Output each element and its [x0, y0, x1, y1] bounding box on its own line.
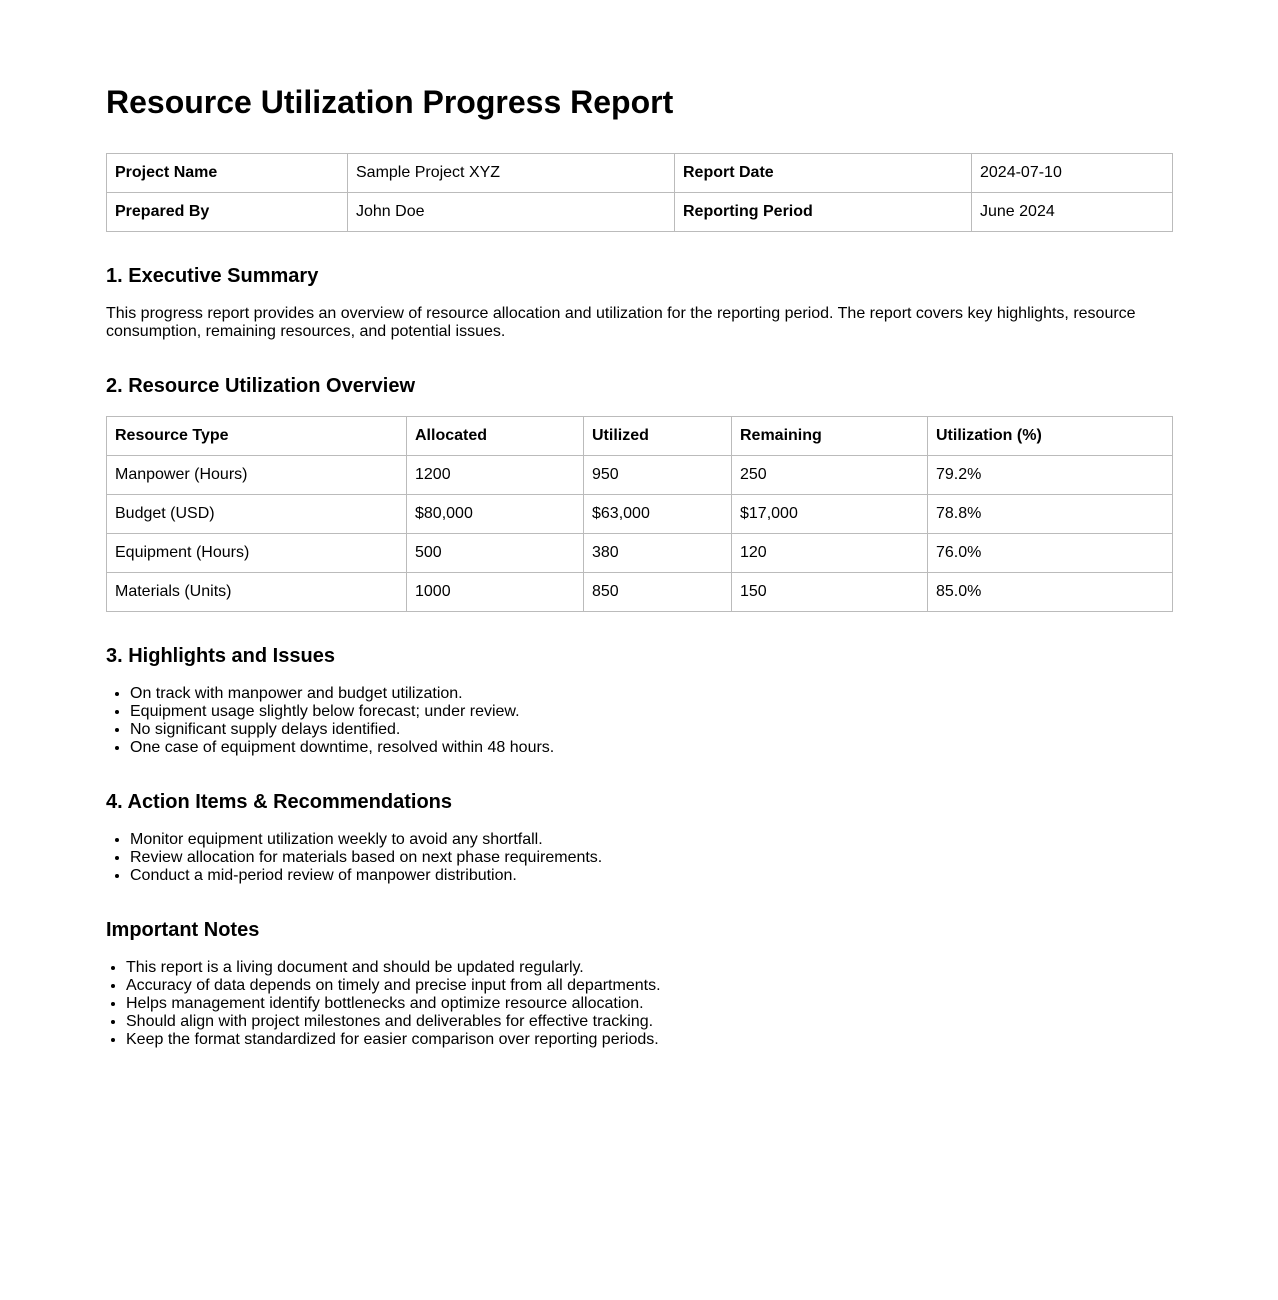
table-row — [107, 495, 1173, 534]
column-header: Allocated — [407, 417, 584, 456]
table-cell: 250 — [732, 456, 928, 495]
table-cell: 76.0% — [928, 534, 1173, 573]
table-header-row — [107, 417, 1173, 456]
info-row — [107, 193, 1173, 232]
list-item: • Should align with project milestones and deliverables for effective tracking. — [126, 1013, 661, 1031]
table-cell: $63,000 — [584, 495, 732, 534]
project-name-value: Sample Project XYZ — [348, 154, 675, 193]
column-header: Utilized — [584, 417, 732, 456]
table-cell: 950 — [584, 456, 732, 495]
prepared-by-label: Prepared By — [107, 193, 348, 232]
list-item: • No significant supply delays identified. — [130, 721, 554, 739]
list-item: • On track with manpower and budget utilization. — [130, 685, 554, 703]
list-item: • Monitor equipment utilization weekly to avoid any shortfall. — [130, 831, 602, 849]
report-date-label: Report Date — [675, 154, 972, 193]
project-name-label: Project Name — [107, 154, 348, 193]
table-row — [107, 456, 1173, 495]
table-cell: $17,000 — [732, 495, 928, 534]
utilization-table — [106, 416, 1173, 612]
table-cell: Equipment (Hours) — [107, 534, 407, 573]
executive-summary-heading: 1. Executive Summary — [106, 265, 319, 287]
table-cell: 120 — [732, 534, 928, 573]
reporting-period-value: June 2024 — [972, 193, 1173, 232]
list-item: • Conduct a mid-period review of manpower distribution. — [130, 867, 602, 885]
table-cell: Manpower (Hours) — [107, 456, 407, 495]
highlights-heading: 3. Highlights and Issues — [106, 645, 335, 667]
info-row — [107, 154, 1173, 193]
page-title: Resource Utilization Progress Report — [106, 84, 674, 120]
list-item: • This report is a living document and should be updated regularly. — [126, 959, 661, 977]
list-item: • Accuracy of data depends on timely and precise input from all departments. — [126, 977, 661, 995]
column-header: Resource Type — [107, 417, 407, 456]
project-info-table — [106, 153, 1173, 232]
list-item: • Review allocation for materials based on next phase requirements. — [130, 849, 602, 867]
table-cell: 380 — [584, 534, 732, 573]
table-cell: 850 — [584, 573, 732, 612]
table-cell: 150 — [732, 573, 928, 612]
action-items-heading: 4. Action Items & Recommendations — [106, 791, 452, 813]
table-cell: $80,000 — [407, 495, 584, 534]
table-row — [107, 573, 1173, 612]
important-notes-list — [106, 959, 661, 1049]
table-cell: 1000 — [407, 573, 584, 612]
highlights-list — [106, 685, 554, 757]
list-item: • Helps management identify bottlenecks and optimize resource allocation. — [126, 995, 661, 1013]
utilization-heading: 2. Resource Utilization Overview — [106, 375, 415, 397]
action-items-list — [106, 831, 602, 885]
table-cell: 500 — [407, 534, 584, 573]
list-item: • One case of equipment downtime, resolved within 48 hours. — [130, 739, 554, 757]
column-header: Remaining — [732, 417, 928, 456]
table-cell: 79.2% — [928, 456, 1173, 495]
table-cell: 78.8% — [928, 495, 1173, 534]
table-cell: Budget (USD) — [107, 495, 407, 534]
table-row — [107, 534, 1173, 573]
list-item: • Equipment usage slightly below forecast; under review. — [130, 703, 554, 721]
list-item: • Keep the format standardized for easier comparison over reporting periods. — [126, 1031, 661, 1049]
prepared-by-value: John Doe — [348, 193, 675, 232]
report-date-value: 2024-07-10 — [972, 154, 1173, 193]
table-cell: 85.0% — [928, 573, 1173, 612]
executive-summary-text: This progress report provides an overview of resource allocation and utilization for the reporting period. The report covers key highlights, resource consumption, remaining resources, and potential issues. — [106, 305, 1136, 340]
table-cell: Materials (Units) — [107, 573, 407, 612]
important-notes-heading: Important Notes — [106, 919, 260, 941]
table-cell: 1200 — [407, 456, 584, 495]
column-header: Utilization (%) — [928, 417, 1173, 456]
reporting-period-label: Reporting Period — [675, 193, 972, 232]
